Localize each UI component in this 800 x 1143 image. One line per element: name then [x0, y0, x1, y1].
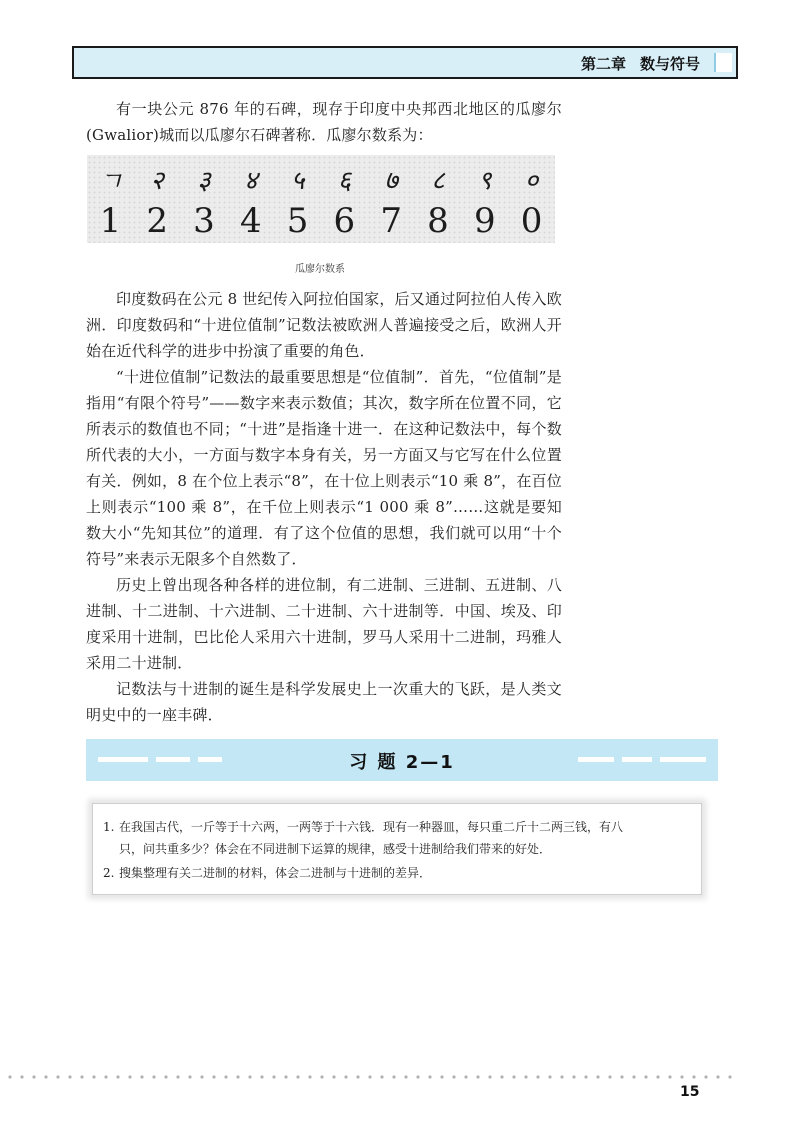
gwalior-numerals-figure	[87, 155, 555, 243]
modern-digit: 0	[520, 201, 543, 241]
chapter-title	[581, 53, 700, 74]
modern-digit: 3	[193, 201, 215, 241]
modern-digit: 2	[146, 201, 168, 241]
gwalior-numeral-glyph: ३	[197, 166, 211, 196]
modern-digit: 6	[333, 201, 356, 241]
exercise-text-continued: 只，问共重多少？体会在不同进制下运算的规律，感受十进制给我们带来的好处．	[119, 842, 552, 856]
page-number: 15	[680, 1084, 700, 1100]
paragraph-indian-numerals: 印度数码在公元 8 世纪传入阿拉伯国家，后又通过阿拉伯人传入欧洲．印度数码和“十进位值制”记数法被欧洲人普遍接受之后，欧洲人开始在近代科学的进步中扮演了重要的角色．	[86, 290, 562, 360]
paragraph-numeral-systems: 历史上曾出现各种各样的进位制，有二进制、三进制、五进制、八进制、十二进制、十六进制、二十进制、六十进制等．中国、埃及、印度采用十进制，巴比伦人采用六十进制，罗马人采用十二进制，玛雅人采用二十进制．	[86, 576, 562, 672]
intro-paragraph: 有一块公元 876 年的石碑，现存于印度中央邦西北地区的瓜廖尔(Gwalior)城而以瓜廖尔石碑著称．瓜廖尔数系为：	[86, 100, 562, 144]
chapter-number: 第二章	[580, 55, 626, 73]
gwalior-numeral-glyph: ०	[524, 166, 539, 196]
figure-caption: 瓜廖尔数系	[295, 264, 345, 275]
header-tab-decoration	[714, 53, 732, 72]
exercise-number: 1.	[103, 820, 115, 834]
exercise-box	[92, 803, 702, 895]
paragraph-conclusion: 记数法与十进制的诞生是科学发展史上一次重大的飞跃，是人类文明史中的一座丰碑．	[86, 680, 562, 724]
modern-digit: 1	[99, 201, 122, 241]
modern-digit: 7	[380, 201, 402, 241]
exercise-item	[103, 862, 689, 884]
modern-digit: 9	[473, 201, 496, 241]
exercise-banner	[86, 739, 718, 781]
gwalior-numeral-glyph: ㄱ	[97, 167, 123, 197]
modern-digit: 5	[286, 201, 309, 241]
gwalior-numeral-glyph: ६	[337, 166, 352, 196]
gwalior-glyph-row	[87, 161, 555, 197]
exercise-title: 习 题 2—1	[349, 752, 455, 773]
gwalior-numeral-glyph: ८	[431, 166, 445, 196]
exercise-item	[103, 816, 689, 860]
exercise-number: 2.	[103, 866, 115, 880]
gwalior-numeral-glyph: ७	[384, 166, 398, 196]
modern-digit: 4	[239, 201, 262, 241]
gwalior-numeral-glyph: ५	[290, 166, 305, 196]
modern-digit-row	[87, 201, 555, 241]
modern-digit: 8	[427, 201, 449, 241]
gwalior-numeral-glyph: २	[150, 166, 164, 196]
paragraph-place-value: “十进位值制”记数法的最重要思想是“位值制”．首先，“位值制”是指用“有限个符号”——数字来表示数值；其次，数字所在位置不同，它所表示的数值也不同；“十进”是指逢十进一．在这种记数法中，每个数所代表的大小，一方面与数字本身有关，另一方面又与它写在什么位置有关．例如，8 在个位上表示“8”，在十位上则表示“10 乘 8”，在百位上则表示“100 乘 8”，在千位上则表示“1 000 乘 8”……这就是要知数大小“先知其位”的道理．有了这个位值的思想，我们就可以用“十个符号”来表示无限多个自然数了．	[86, 368, 562, 568]
gwalior-numeral-glyph: ९	[478, 166, 492, 196]
exercise-text: 在我国古代，一斤等于十六两，一两等于十六钱．现有一种器皿，每只重二斤十二两三钱，有八	[119, 820, 624, 834]
chapter-name: 数与符号	[639, 55, 700, 73]
gwalior-numeral-glyph: ४	[244, 166, 258, 196]
exercise-text: 搜集整理有关二进制的材料，体会二进制与十进制的差异．	[119, 866, 432, 880]
footer-dotted-rule	[0, 1074, 738, 1080]
chapter-header	[72, 46, 738, 79]
intro-text	[86, 96, 562, 148]
main-body-text	[86, 286, 562, 728]
